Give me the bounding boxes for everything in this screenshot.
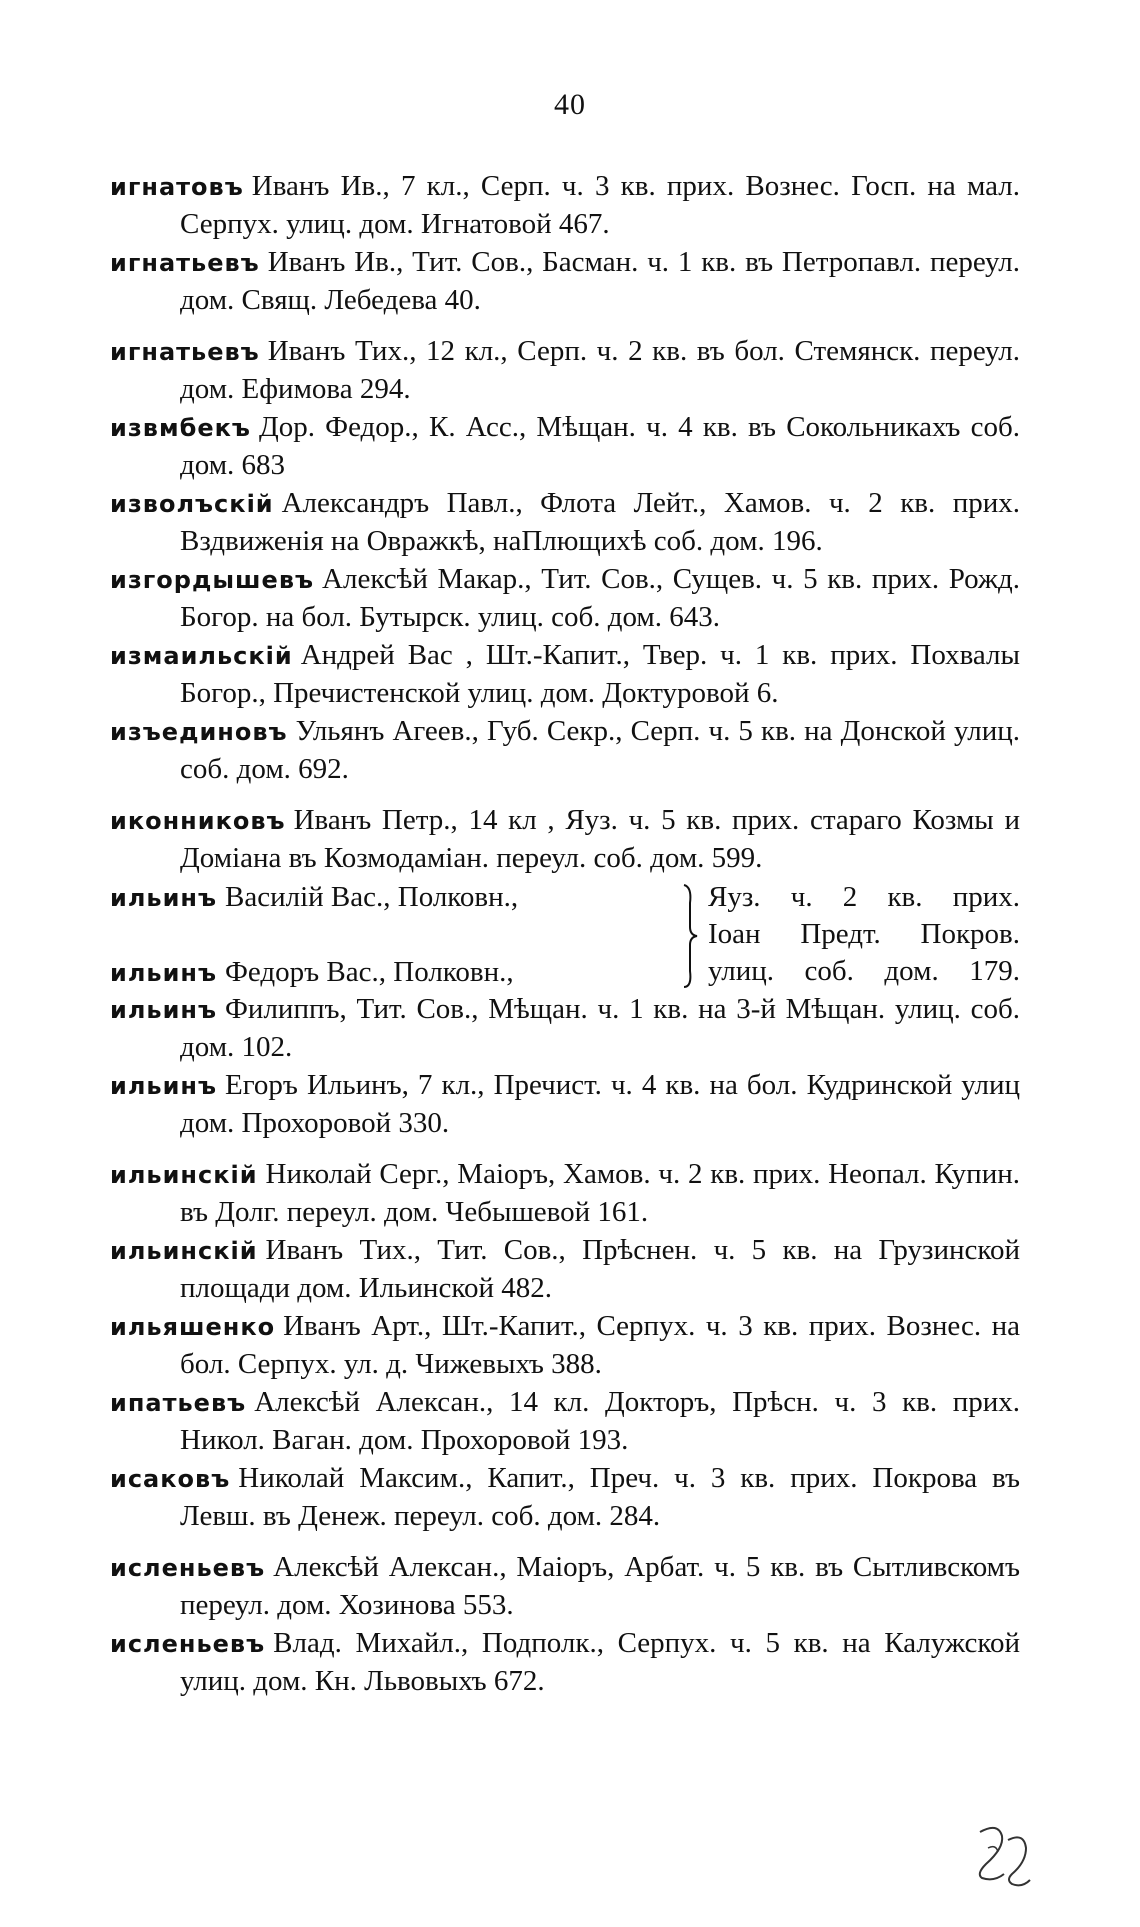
- entry-details: Василій Вас., Полковн.,: [225, 881, 519, 913]
- directory-entry: [110, 333, 1020, 408]
- entry-surname: игнатовъ: [110, 173, 244, 201]
- directory-entry: [110, 991, 1020, 1066]
- entry-surname: ильинъ: [110, 996, 218, 1024]
- entry-details: Алексѣй Алексан., 14 кл. Докторъ, Прѣсн. ч. 3 кв. прих. Никол. Ваган. дом. Прохоровой 193.: [180, 1386, 1020, 1456]
- entry-details: Алексѣй Алексан., Маіоръ, Арбат. ч. 5 кв. въ Сытливскомъ переул. дом. Хозинова 553.: [180, 1551, 1020, 1621]
- shared-address: [708, 879, 1020, 990]
- entry-details: Иванъ Петр., 14 кл , Яуз. ч. 5 кв. прих. стараго Козмы и Доміана въ Козмодаміан. переул. соб. дом. 599.: [180, 804, 1020, 874]
- directory-entry: [110, 1549, 1020, 1624]
- directory-entry: [110, 168, 1020, 243]
- entry-details: Ульянъ Агеев., Губ. Секр., Серп. ч. 5 кв. на Донской улиц. соб. дом. 692.: [180, 715, 1020, 785]
- entry-details: Иванъ Арт., Шт.-Капит., Серпух. ч. 3 кв. прих. Вознес. на бол. Серпух. ул. д. Чижевыхъ 388.: [180, 1310, 1020, 1380]
- entry-details: Алексѣй Макар., Тит. Сов., Сущев. ч. 5 кв. прих. Рожд. Богор. на бол. Бутырск. улиц. соб. дом. 643.: [180, 563, 1020, 633]
- directory-entry: [110, 1308, 1020, 1383]
- directory-entry: [110, 637, 1020, 712]
- entry-surname: ильяшенко: [110, 1313, 276, 1341]
- entry-surname: ильинъ: [110, 884, 218, 912]
- directory-entry: [110, 802, 1020, 877]
- entry-details: Иванъ Тих., 12 кл., Серп. ч. 2 кв. въ бол. Стемянск. переул. дом. Ефимова 294.: [180, 335, 1020, 405]
- directory-entry: [110, 954, 670, 992]
- grouped-entry-names: [110, 879, 670, 992]
- entry-details: Федоръ Вас., Полковн.,: [225, 956, 514, 988]
- grouped-entries: [110, 879, 1020, 991]
- directory-entry: [110, 1232, 1020, 1307]
- directory-entry: [110, 1156, 1020, 1231]
- shared-address-line: Яуз. ч. 2 кв. прих.: [708, 881, 1020, 913]
- directory-entry: [110, 1067, 1020, 1142]
- curly-brace-icon: [680, 883, 700, 989]
- handwritten-mark: [968, 1818, 1038, 1898]
- directory-entry: [110, 1460, 1020, 1535]
- entry-details: Андрей Вас , Шт.-Капит., Твер. ч. 1 кв. прих. Похвалы Богор., Пречистенской улиц. дом. Доктуровой 6.: [180, 639, 1020, 709]
- directory-entry: [110, 485, 1020, 560]
- entry-surname: игнатьевъ: [110, 338, 260, 366]
- entry-surname: ильинъ: [110, 959, 218, 987]
- entry-surname: ильинъ: [110, 1072, 218, 1100]
- entry-surname: игнатьевъ: [110, 249, 260, 277]
- entry-details: Егоръ Ильинъ, 7 кл., Пречист. ч. 4 кв. на бол. Кудринской улиц дом. Прохоровой 330.: [180, 1069, 1020, 1139]
- entry-details: Иванъ Ив., 7 кл., Серп. ч. 3 кв. прих. Вознес. Госп. на мал. Серпух. улиц. дом. Игнатовой 467.: [180, 170, 1020, 240]
- directory-entry: [110, 713, 1020, 788]
- entry-details: Дор. Федор., К. Асс., Мѣщан. ч. 4 кв. въ Сокольникахъ соб. дом. 683: [180, 411, 1020, 481]
- shared-address-line: улиц. соб. дом. 179.: [708, 955, 1020, 987]
- entry-details: Иванъ Тих., Тит. Сов., Прѣснен. ч. 5 кв. на Грузинской площади дом. Ильинской 482.: [180, 1234, 1020, 1304]
- entry-surname: исленьевъ: [110, 1554, 266, 1582]
- entry-details: Николай Серг., Маіоръ, Хамов. ч. 2 кв. прих. Неопал. Купин. въ Долг. переул. дом. Чебышевой 161.: [180, 1158, 1020, 1228]
- entry-surname: исленьевъ: [110, 1630, 266, 1658]
- entry-details: Влад. Михайл., Подполк., Серпух. ч. 5 кв. на Калужской улиц. дом. Кн. Львовыхъ 672.: [180, 1627, 1020, 1697]
- directory-entry: [110, 561, 1020, 636]
- directory-entry: [110, 1384, 1020, 1459]
- entry-surname: изгордышевъ: [110, 566, 315, 594]
- entry-surname: ильинскій: [110, 1237, 258, 1265]
- directory-entries: [110, 168, 1020, 1701]
- directory-entry: [110, 409, 1020, 484]
- shared-address-line: Іоан Предт. Покров.: [708, 918, 1020, 950]
- directory-entry: [110, 244, 1020, 319]
- entry-surname: исаковъ: [110, 1465, 231, 1493]
- entry-surname: извмбекъ: [110, 414, 251, 442]
- directory-entry: [110, 1625, 1020, 1700]
- entry-surname: ильинскій: [110, 1161, 258, 1189]
- entry-details: Николай Максим., Капит., Преч. ч. 3 кв. прих. Покрова въ Левш. въ Денеж. переул. соб. дом. 284.: [180, 1462, 1020, 1532]
- entry-surname: изъединовъ: [110, 718, 288, 746]
- entry-surname: изволъскій: [110, 490, 274, 518]
- entry-details: Александръ Павл., Флота Лейт., Хамов. ч. 2 кв. прих. Вздвиженія на Овражкѣ, наПлющихѣ соб. дом. 196.: [180, 487, 1020, 557]
- entry-surname: измаильскій: [110, 642, 293, 670]
- entry-details: Иванъ Ив., Тит. Сов., Басман. ч. 1 кв. въ Петропавл. переул. дом. Свящ. Лебедева 40.: [180, 246, 1020, 316]
- entry-details: Филиппъ, Тит. Сов., Мѣщан. ч. 1 кв. на 3-й Мѣщан. улиц. соб. дом. 102.: [180, 993, 1020, 1063]
- entry-surname: ипатьевъ: [110, 1389, 247, 1417]
- entry-surname: иконниковъ: [110, 807, 286, 835]
- page-number: 40: [554, 88, 586, 121]
- directory-entry: [110, 879, 670, 917]
